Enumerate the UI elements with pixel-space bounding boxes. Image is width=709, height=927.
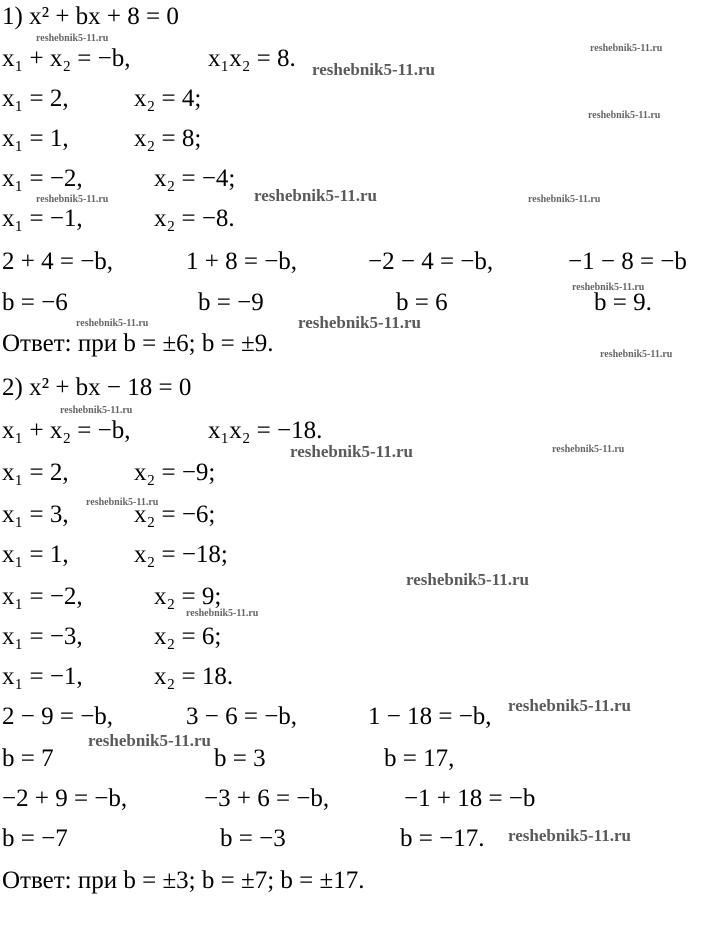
b-value: b = −7 [2,825,68,852]
problem1-equation: 1) x² + bx + 8 = 0 [2,3,179,30]
b-value: b = −6 [2,289,68,316]
vieta-sum: x₁ + x₂ = −b, [2,417,131,444]
watermark: reshebnik5-11.ru [528,194,601,205]
vieta-product: x₁x₂ = −18. [208,417,323,444]
b-value: b = 7 [2,745,54,772]
b-value: b = 17, [384,745,455,772]
root-x1: x₁ = −1, [2,205,83,232]
problem2-equation: 2) x² + bx − 18 = 0 [2,374,192,401]
sum-expression: 1 − 18 = −b, [368,703,492,730]
watermark: reshebnik5-11.ru [36,194,109,205]
root-x2: x₂ = 6; [154,623,222,650]
sum-expression: −3 + 6 = −b, [204,785,330,812]
root-x2: x₂ = −18; [134,541,228,568]
root-x1: x₁ = −2, [2,583,83,610]
root-x1: x₁ = −3, [2,623,83,650]
sum-expression: 1 + 8 = −b, [186,248,298,275]
watermark: reshebnik5-11.ru [86,497,159,508]
b-value: b = 3 [214,745,266,772]
watermark: reshebnik5-11.ru [600,349,673,360]
sum-expression: 3 − 6 = −b, [186,703,298,730]
sum-expression: −1 − 8 = −b [568,248,687,275]
root-x1: x₁ = −2, [2,165,83,192]
watermark: reshebnik5-11.ru [552,444,625,455]
root-x2: x₂ = −6; [134,501,216,528]
root-x2: x₂ = −4; [154,165,236,192]
vieta-sum: x₁ + x₂ = −b, [2,45,131,72]
root-x2: x₂ = 4; [134,85,202,112]
root-x2: x₂ = 9; [154,583,222,610]
b-value: b = 6 [396,289,448,316]
problem2-answer: Ответ: при b = ±3; b = ±7; b = ±17. [2,867,365,894]
root-x2: x₂ = −9; [134,459,216,486]
watermark: reshebnik5-11.ru [60,405,133,416]
root-x1: x₁ = 2, [2,85,69,112]
root-x1: x₁ = 1, [2,125,69,152]
sum-expression: 2 − 9 = −b, [2,703,114,730]
vieta-product: x₁x₂ = 8. [208,45,296,72]
watermark: reshebnik5-11.ru [588,110,661,121]
watermark: reshebnik5-11.ru [88,731,211,750]
watermark: reshebnik5-11.ru [508,696,631,715]
root-x2: x₂ = 18. [154,663,234,690]
watermark: reshebnik5-11.ru [298,313,421,332]
watermark: reshebnik5-11.ru [290,442,413,461]
root-x2: x₂ = 8; [134,125,202,152]
problem1-answer: Ответ: при b = ±6; b = ±9. [2,330,274,357]
watermark: reshebnik5-11.ru [36,33,109,44]
watermark: reshebnik5-11.ru [508,826,631,845]
watermark: reshebnik5-11.ru [76,318,149,329]
watermark: reshebnik5-11.ru [572,282,645,293]
watermark: reshebnik5-11.ru [590,43,663,54]
sum-expression: −1 + 18 = −b [404,785,536,812]
b-value: b = −3 [220,825,286,852]
sum-expression: −2 + 9 = −b, [2,785,128,812]
sum-expression: −2 − 4 = −b, [368,248,494,275]
b-value: b = −17. [400,825,485,852]
watermark: reshebnik5-11.ru [406,570,529,589]
root-x1: x₁ = −1, [2,663,83,690]
watermark: reshebnik5-11.ru [186,608,259,619]
root-x1: x₁ = 2, [2,459,69,486]
root-x1: x₁ = 1, [2,541,69,568]
root-x1: x₁ = 3, [2,501,69,528]
b-value: b = −9 [198,289,264,316]
watermark: reshebnik5-11.ru [312,60,435,79]
root-x2: x₂ = −8. [154,205,235,232]
b-value: b = 9. [594,289,652,316]
watermark: reshebnik5-11.ru [254,186,377,205]
sum-expression: 2 + 4 = −b, [2,248,114,275]
